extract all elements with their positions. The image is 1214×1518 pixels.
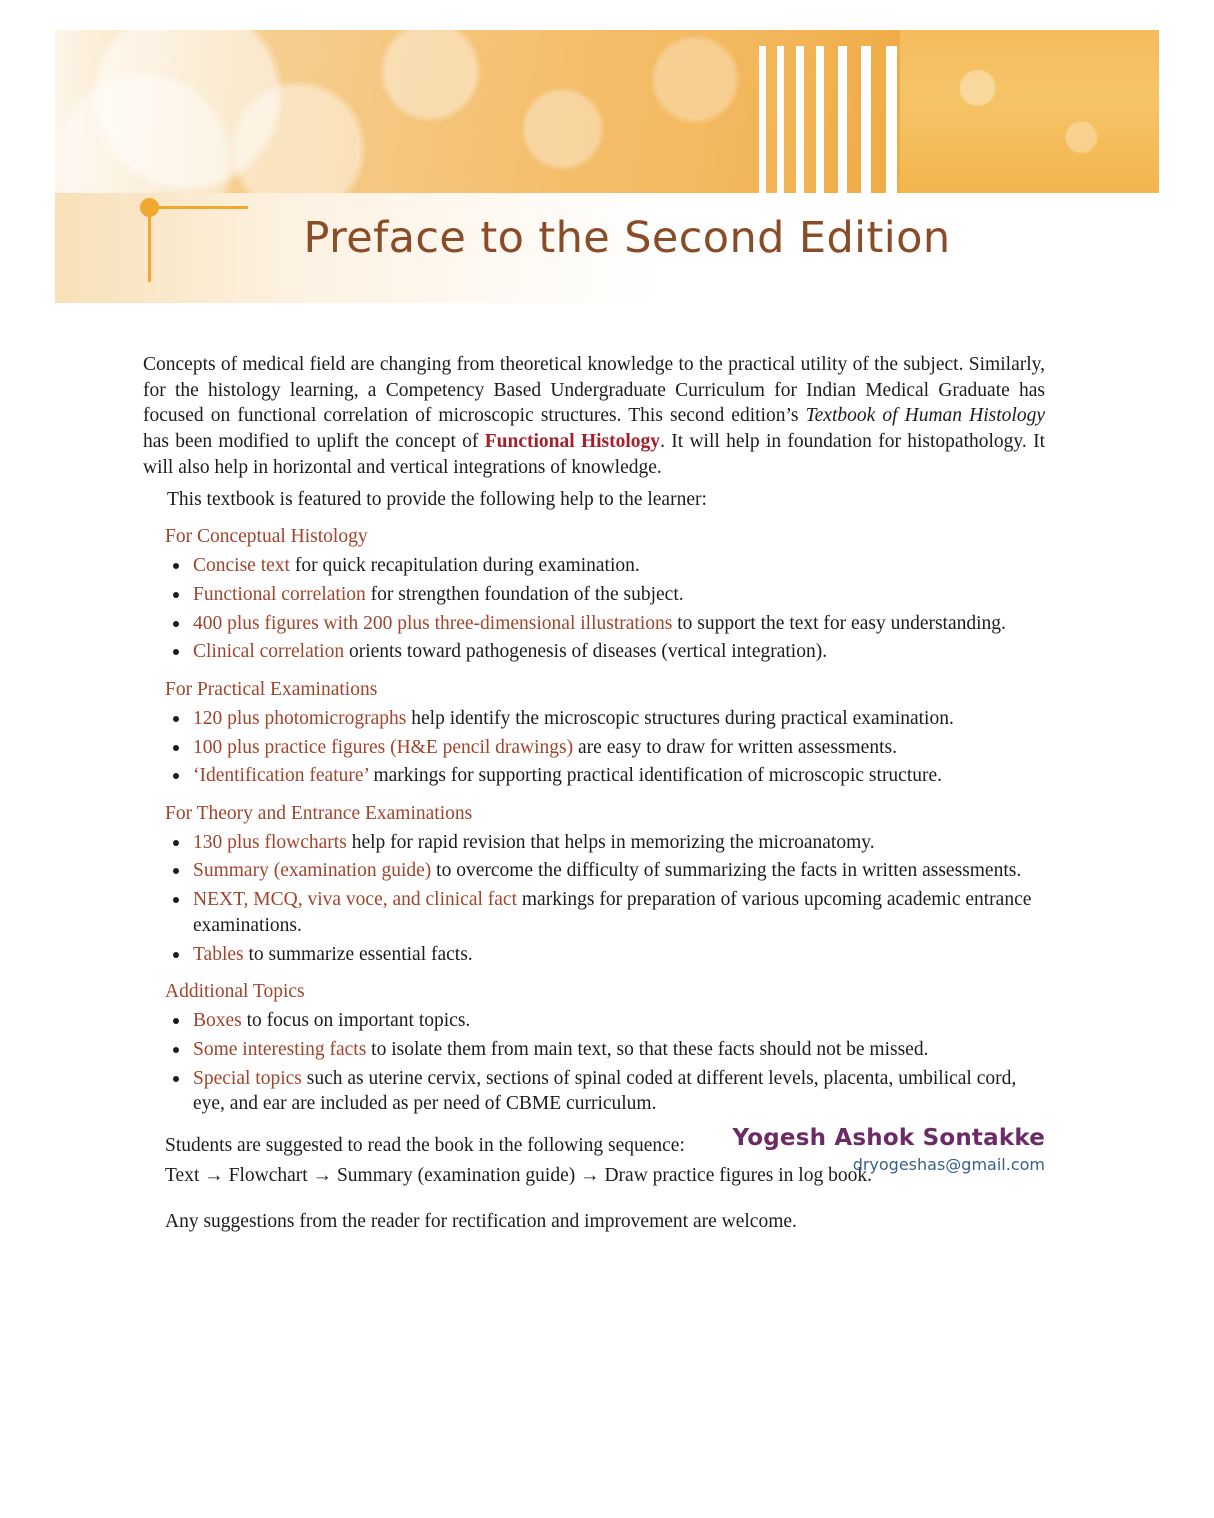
list-item-highlight: Special topics [193,1067,302,1089]
list-item [165,942,1045,968]
list-item [165,887,1045,938]
corner-vertical-line [148,206,151,282]
list-item-highlight: 100 plus practice figures (H&E pencil drawings) [193,736,574,758]
list-item-text: are easy to draw for written assessments. [573,736,897,758]
list-item-highlight: Clinical correlation [193,641,345,663]
page-title: Preface to the Second Edition [303,213,951,263]
list-item-highlight: Boxes [193,1010,242,1032]
list-item-text: for quick recapitulation during examination. [289,555,640,577]
list-item-text: orients toward pathogenesis of diseases (vertical integration). [344,641,828,663]
section-heading-theory-entrance-examinations: For Theory and Entrance Examinations [165,803,473,825]
list-item-highlight: Summary (examination guide) [193,860,432,882]
list-item [165,582,1045,608]
list-item [165,830,1045,856]
list-item-highlight: 130 plus flowcharts [193,831,347,853]
list-item-highlight: 400 plus figures with 200 plus three-dimensional illustrations [193,612,673,634]
header-banner-image [55,30,1159,195]
list-item [165,706,1045,732]
section-heading-additional-topics: Additional Topics [165,981,305,1003]
list-item [165,1066,1045,1117]
list-item-text: markings for preparation of various upcoming academic entrance examinations. [193,889,1032,936]
list-item [165,858,1045,884]
list-item-highlight: 120 plus photomicrographs [193,707,407,729]
closing-paragraph: Any suggestions from the reader for rectification and improvement are welcome. [165,1210,797,1232]
list-item [165,763,1045,789]
list-item-text: help identify the microscopic structures during practical examination. [406,707,954,729]
sequence-lead-paragraph: Students are suggested to read the book in the following sequence: [165,1135,685,1157]
intro-text-part3: . It will help in foundation for histopathology. It will also help in horizontal and vertical integrations of knowledge. [143,431,1045,478]
list-item-highlight: Some interesting facts [193,1038,367,1060]
bullet-list-conceptual-histology [143,553,1045,665]
list-item-text: to overcome the difficulty of summarizing the facts in written assessments. [431,860,1022,882]
list-item [165,553,1045,579]
signature-block [143,1125,1045,1174]
list-item-text: such as uterine cervix, sections of spinal coded at different levels, placenta, umbilical cord, eye, and ear are included as per need of CBME curriculum. [193,1067,1017,1115]
list-item-text: to summarize essential facts. [243,943,473,965]
list-item-text: markings for supporting practical identification of microscopic structure. [368,765,943,787]
list-item [165,1037,1045,1063]
list-item-text: to support the text for easy understanding. [672,612,1006,634]
list-item [165,611,1045,637]
preface-body [143,352,1045,1234]
list-item [165,639,1045,665]
corner-dot-icon [140,198,159,217]
reading-sequence-paragraph: Text → Flowchart → Summary (examination guide) → Draw practice figures in log book. [165,1164,872,1186]
list-item-highlight: Functional correlation [193,583,366,605]
list-item-highlight: NEXT, MCQ, viva voce, and clinical fact [193,889,517,911]
bullet-list-practical-examinations [143,706,1045,789]
section-heading-conceptual-histology: For Conceptual Histology [165,526,368,548]
corner-horizontal-line [148,206,248,209]
banner-fade-overlay [55,30,235,195]
list-item-text: for strengthen foundation of the subject. [365,583,684,605]
list-item-highlight: ‘Identification feature’ [193,765,369,787]
functional-histology-emphasis: Functional Histology [484,431,661,453]
banner-stripes-decoration [755,30,905,195]
intro-paragraph [143,352,1045,481]
book-title-italic: Textbook of Human Histology [805,405,1045,427]
list-item [165,1008,1045,1034]
list-item-highlight: Tables [193,943,244,965]
bullet-list-theory-entrance-examinations [143,830,1045,968]
list-item-text: to focus on important topics. [241,1010,471,1032]
section-heading-practical-examinations: For Practical Examinations [165,679,378,701]
list-item-highlight: Concise text [193,555,290,577]
intro-text-part2: has been modified to uplift the concept of [143,431,485,453]
list-item [165,735,1045,761]
author-name: Yogesh Ashok Sontakke [732,1125,1045,1151]
bullet-list-additional-topics [143,1008,1045,1117]
author-email[interactable]: dryogeshas@gmail.com [852,1155,1045,1174]
list-item-text: help for rapid revision that helps in memorizing the microanatomy. [346,831,875,853]
intro-text-part1: Concepts of medical field are changing from theoretical knowledge to the practical utility of the subject. Similarly, for the histology learning, a Competency Based Undergraduate Curriculum for Indian Medical Graduate has focused on functional correlation of microscopic structures. This second edition’s [143,354,1045,427]
corner-bracket-decoration [140,196,248,282]
lead-in-paragraph: This textbook is featured to provide the following help to the learner: [167,488,707,510]
list-item-text: to isolate them from main text, so that these facts should not be missed. [366,1038,929,1060]
banner-right-block [900,30,1159,195]
